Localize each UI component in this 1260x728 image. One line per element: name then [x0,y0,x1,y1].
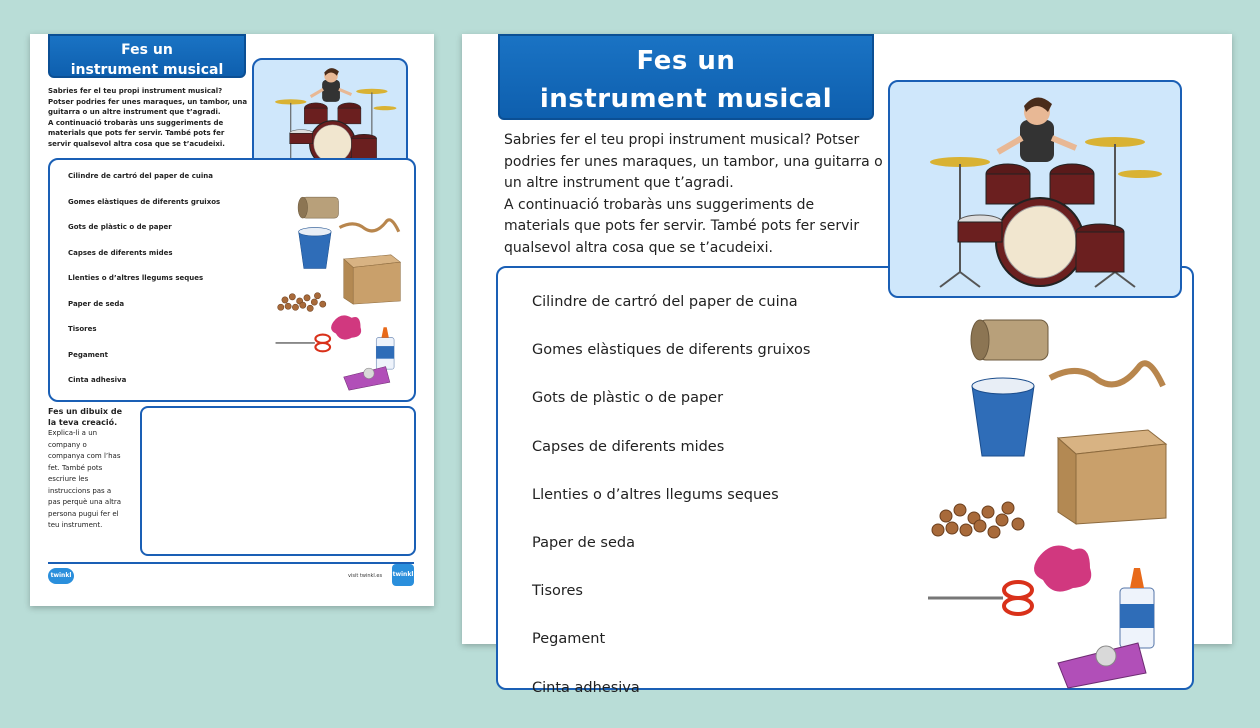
intro-paragraph-2: A continuació trobaràs uns suggeriments de materials que pots fer servir. També pots fer servir qualsevol altra cosa que se t’acudeixi. [48,118,225,148]
list-item: Gots de plàstic o de paper [68,223,172,231]
list-item: Cilindre de cartró del paper de cuina [68,172,213,180]
scissors-icon [928,582,1032,614]
rubber-bands-icon [340,220,399,232]
materials-pictures [50,160,414,400]
list-item: Pegament [68,350,108,359]
cardboard-box-icon [1058,430,1166,524]
twinkl-badge-icon: twinkl [392,564,414,586]
intro-paragraph-2: A continuació trobaràs uns suggeriments de materials que pots fer servir. També pots fer servir qualsevol altra cosa que se t’acudeixi. [504,196,860,256]
draw-heading: Fes un dibuix de la teva creació. [48,407,123,427]
drummer-icon [998,97,1076,162]
materials-box [496,266,1194,696]
drum-kit-illustration [252,58,408,174]
list-item: Cinta adhesiva [532,679,640,696]
tissue-paper-icon [1034,546,1091,592]
list-item: Paper de seda [532,534,635,551]
title-line-1: Fes un [121,42,173,58]
tape-dispenser-icon [344,367,390,391]
materials-box [48,158,416,402]
title-line-2: instrument musical [70,62,224,78]
drum-icon [958,164,1124,286]
list-item: Cinta adhesiva [68,376,127,384]
drummer-icon [311,68,352,102]
tissue-paper-icon [331,315,361,339]
tape-dispenser-icon [1058,643,1146,688]
page-title [48,34,246,78]
materials-pictures [498,268,1192,688]
main-page [462,34,1232,696]
drummer-icon [254,60,406,172]
list-item: Capses de diferents mides [532,438,725,455]
draw-body: Explica-li a un company o companya com l’has fet. També pots escriure les instruccions pas a pas perquè una altra persona pugui fer el teu instrument. [48,429,122,529]
thumbnail-page [30,34,434,606]
intro-text [48,86,248,149]
list-item: Pegament [532,631,606,648]
page-title [498,34,874,120]
plastic-cup-icon [972,378,1034,456]
list-item: Gomes elàstiques de diferents gruixos [532,342,811,359]
cardboard-tube-icon [971,320,1048,360]
list-item: Llenties o d’altres llegums seques [532,486,779,503]
drum-kit-illustration [888,80,1182,298]
intro-text [504,130,884,259]
drawing-area[interactable] [140,406,416,556]
glue-bottle-icon [376,327,394,369]
list-item: Gomes elàstiques de diferents gruixos [68,197,221,206]
title-line-1: Fes un [636,46,736,76]
intro-paragraph-1: Sabries fer el teu propi instrument musical? Potser podries fer unes maraques, un tambor, una guitarra o un altre instrument que t’agradi. [504,132,883,191]
plastic-cup-icon [299,228,332,269]
intro-paragraph-1: Sabries fer el teu propi instrument musical? Potser podries fer unes maraques, un tambor, una guitarra o un altre instrument que t’agradi. [48,87,248,116]
lentils-icon [278,293,326,312]
glue-bottle-icon [1120,568,1154,648]
scissors-icon [276,335,331,352]
footer-url: visit twinkl.es [348,573,383,579]
title-line-2: instrument musical [539,84,833,114]
lentils-icon [932,502,1024,538]
draw-instructions [48,406,124,532]
list-item: Paper de seda [68,299,125,308]
list-item: Tisores [532,583,583,600]
list-item: Capses de diferents mides [68,248,173,257]
cardboard-tube-icon [298,197,338,218]
list-item: Gots de plàstic o de paper [532,390,724,407]
drummer-icon [890,82,1180,296]
list-item: Llenties o d’altres llegums seques [68,274,204,282]
list-item: Tisores [68,325,97,333]
twinkl-logo: twinkl [48,568,74,584]
footer-divider [48,562,414,564]
rubber-bands-icon [1050,363,1163,386]
cardboard-box-icon [344,255,401,304]
list-item: Cilindre de cartró del paper de cuina [532,294,798,310]
